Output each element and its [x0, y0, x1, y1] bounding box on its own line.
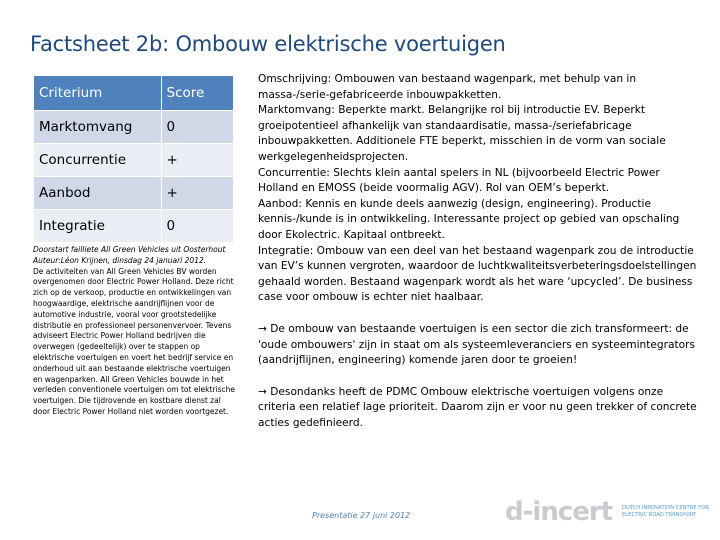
description-line: Omschrijving: Ombouwen van bestaand wagenpark, met behulp van in massa-/serie-gefabriceerde inbouwpakketten. [258, 73, 637, 101]
criteria-table [33, 75, 234, 243]
table-row [34, 210, 234, 243]
conclusion-point: → Desondanks heeft de PDMC Ombouw elektrische voertuigen volgens onze criteria een relatief lage prioriteit. Daarom zijn er voor nu geen trekker of concrete acties gedefinieerd. [258, 385, 697, 429]
row-criterium: Concurrentie [34, 144, 162, 177]
news-body: De activiteiten van All Green Vehicles BV worden overgenomen door Electric Power Holland. Deze richt zich op de verkoop, productie en ontwikkelingen van hoogwaardige, elektrische aandrijflijnen voor de automotive industrie, vooral voor grootstedelijke distributie en professioneel personenvervoer. Tevens adviseert Electric Power Holland bedrijven die overwegen (gedeeltelijk) over te stappen op elektrische voertuigen en voert het bedrijf service en onderhoud uit aan bestaande elektrische voertuigen en wagenparken. All Green Vehicles bouwde in het verleden conventionele voertuigen om tot elektrische voertuigen. Die tijdrovende en kostbare dienst zal door Electric Power Holland niet worden voortgezet. [33, 266, 235, 416]
table-header-row [34, 76, 234, 111]
conclusion-point: → De ombouw van bestaande voertuigen is een sector die zich transformeert: de 'oude ombouwers' zijn in staat om als systeemleveranciers en systeemintegrators (aandrijflijnen, engineering) komende jaren door te groeien! [258, 322, 695, 367]
row-criterium: Integratie [34, 210, 162, 243]
row-score: + [161, 144, 234, 177]
description-block [258, 72, 698, 431]
news-lead: Doorstart failliete All Green Vehicles uit Oosterhout Auteur:Léon Krijnen, dinsdag 24 januari 2012. [33, 245, 226, 265]
page-title: Factsheet 2b: Ombouw elektrische voertuigen [30, 32, 506, 56]
row-criterium: Aanbod [34, 177, 162, 210]
dincert-logo: d-incert [505, 497, 613, 527]
header-criterium: Criterium [34, 76, 162, 111]
logo-tagline: DUTCH INNOVATION CENTRE FOR ELECTRIC ROAD TRANSPORT [622, 505, 709, 518]
table-row [34, 144, 234, 177]
news-article [33, 245, 238, 418]
row-score: 0 [161, 210, 234, 243]
header-score: Score [161, 76, 234, 111]
description-line: Integratie: Ombouw van een deel van het bestaand wagenpark zou de introductie van EV’s kunnen vergroten, waardoor de luchtkwaliteitsverbeteringsdoelstellingen gehaald worden. Bestaand wagenpark wordt als het ware ‘upcycled’. De business case voor ombouw is echter niet haalbaar. [258, 244, 697, 304]
table-row [34, 111, 234, 144]
description-line: Concurrentie: Slechts klein aantal spelers in NL (bijvoorbeeld Electric Power Holland en EMOSS (beide voormalig AGV). Rol van OEM’s beperkt. [258, 166, 660, 195]
row-criterium: Marktomvang [34, 111, 162, 144]
table-row [34, 177, 234, 210]
row-score: 0 [161, 111, 234, 144]
row-score: + [161, 177, 234, 210]
description-line: Aanbod: Kennis en kunde deels aanwezig (design, engineering). Productie kennis-/kunde is in ontwikkeling. Interessante project op gebied van opschaling door Ekolectric. Kapitaal ontbreekt. [258, 197, 680, 241]
description-line: Marktomvang: Beperkte markt. Belangrijke rol bij introductie EV. Beperkt groeipotentieel afhankelijk van standaardisatie, massa-/seriefabricage inbouwpakketten. Additionele FTE beperkt, misschien in de vorm van sociale werkgelegenheidsprojecten. [258, 104, 666, 163]
footer-date: Presentatie 27 juni 2012 [312, 511, 411, 520]
